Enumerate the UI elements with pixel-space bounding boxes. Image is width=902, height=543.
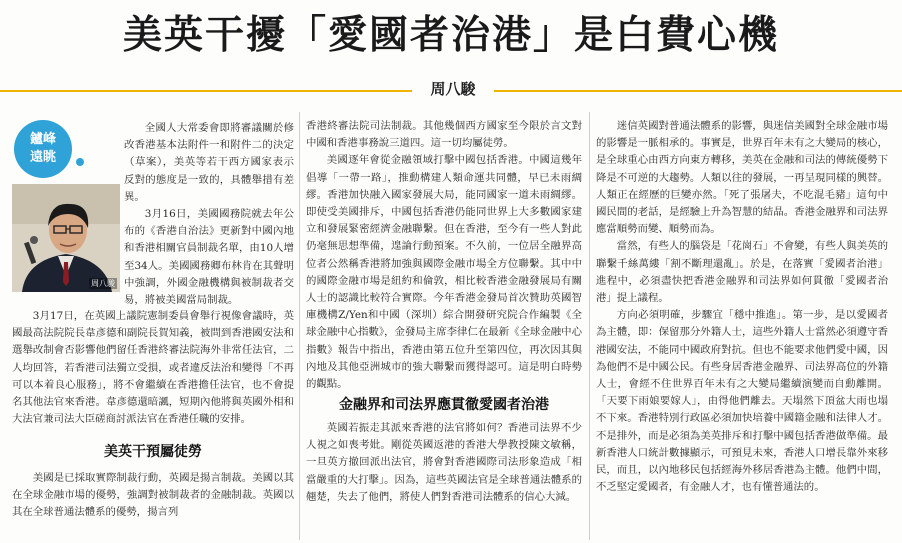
author-photo — [12, 184, 120, 292]
byline: 周八駿 — [430, 80, 476, 98]
text-column-2-top — [306, 118, 582, 393]
byline-bar — [0, 76, 902, 106]
text-column-2-bottom — [306, 420, 582, 506]
headline: 美英干擾「愛國者治港」是白費心機 — [122, 13, 779, 58]
paragraph: 全國人大常委會即將審議關於修改香港基本法附件一和附件二的決定（草案），美英等若干西方國家表示反對的態度是一致的，具體舉措有差異。 — [124, 122, 294, 203]
paragraph: 方向必須明確，步驟宜「穩中推進」。第一步，是以愛國者為主體，即：保留那分外籍人士，這些外籍人士當然必須遵守香港國安法，不能同中國政府對抗。但也不能要求他們愛中國，因為他們不是中國公民。有些身居香港金融界、司法界高位的外籍人士，會經不住世界百年未有之大變局繼續演變而自動離開。「天要下雨娘要嫁人」，由得他們離去。天塌然下頂盆大雨也塌不下來。香港特別行政區必須加快培養中國籍金融和法律人才。不是排外，而是必須為美英排斥和打擊中國包括香港做準備。最新香港人口統計數據顯示，可預見未來，香港人口增長靠外來移民，而且，以內地移民包括經海外移居香港為主體。他們中間，不乏堅定愛國者，有金融人才，也有懂普通法的。 — [596, 309, 888, 494]
paragraph: 當然，有些人的腦袋是「花崗石」不會變，有些人與美英的聯繫千絲萬縷「割不斷理還亂」。於是，在落實「愛國者治港」進程中，必須盡快把香港金融界和司法界如何貫徹「愛國者治港」提上議程。 — [596, 240, 888, 305]
photo-caption: 周八駿 — [91, 279, 115, 288]
byline-rule-right — [494, 90, 902, 92]
column-divider — [589, 112, 590, 540]
subheading-1: 美英干預屬徒勞 — [104, 444, 202, 460]
column-badge — [14, 120, 72, 178]
text-column-1-middle — [12, 308, 294, 428]
text-column-3 — [596, 118, 888, 496]
badge-dot — [76, 158, 84, 166]
text-column-1-bottom — [12, 470, 294, 522]
column-divider — [299, 112, 300, 540]
text-column-1-top — [124, 120, 294, 309]
paragraph: 美國逐年會從金融領域打擊中國包括香港。中國這幾年倡導「一帶一路」，推動構建人類命運共同體，早已未雨綢繆。香港加快融入國家發展大局，能同國家一道未雨綢繆。即使受美國排斥，中國包括香港仍能同世界上大多數國家建立和發展緊密經濟金融聯繫。但在香港，至今有一些人對此仍毫無思想準備，遑論行動預案。不久前，一位居全融界高位者公然稱香港將加強與國際金融市場全方位聯繫。其中中的國際金融市場是紐約和倫敦，相比較香港金融發展局有關人士的認識比較符合實際。今年香港金發局首次贊助英國智庫機構Z/Yen和中國（深圳）綜合開發研究院合作編製《全球金融中心指數》，金發局主席李律仁在最新《全球金融中心指數》報告中指出，香港由第五位升至第四位，再次因其與內地及其他亞洲城市的強大聯繫而獲得認可。這是明白時勢的觀點。 — [306, 154, 582, 391]
paragraph: 英國若振走其派來香港的法官將如何？香港司法界不少人視之如喪考妣。剛從英國返港的香港大學教授陳文敏稱，一旦英方撤回派出法官，將會對香港國際司法形象造成「相當嚴重的大打擊」。因為，這些英國法官是全球普通法體系的翹楚，失去了他們，將使人們對香港司法體系的信心大減。 — [306, 422, 582, 503]
badge-line: 鑪峰 — [29, 132, 56, 147]
paragraph: 香港終審法院司法制裁。其他幾個西方國家至今限於言文對中國和香港事務說三道四。這一切均屬徒勞。 — [306, 120, 582, 150]
badge-line: 遠眺 — [29, 150, 56, 165]
subheading-2: 金融界和司法界應貫徹愛國者治港 — [339, 397, 549, 413]
paragraph: 3月17日，在英國上議院憲制委員會舉行視像會議時，英國最高法院院長韋彥德和副院長賀知義，被問到香港國安法和選舉改制會否影響他們留任香港終審法院海外非常任法官，二人均回答，若香港司法獨立受損，或者違反法治和變得「不再可以本着良心服務」，將不會繼續在香港擔任法官，也不會提名其他法官來香港。韋彥德還暗諷，短期內他將與英國外相和大法官兼司法大臣磋商討派法官在香港任職的安排。 — [12, 310, 294, 426]
paragraph: 美國是已採取實際制裁行動，英國是揚言制裁。美國以其在全球金融市場的優勢，強調對被制裁者的金融制裁。英國以其在全球普通法體系的優勢，揚言列 — [12, 472, 294, 519]
paragraph: 3月16日，美國國務院就去年公布的《香港自治法》更新對中國內地和香港相關官員制裁名單，由10人增至34人。美國國務卿布林肯在其聲明中強調，外國金融機構與被制裁者交易，將被美國當局制裁。 — [124, 208, 294, 307]
paragraph: 迷信英國對普通法體系的影響，與迷信美國對全球金融市場的影響是一脈相承的。事實是，世界百年未有之大變局的核心，是全球重心由西方向東方轉移，美英在金融和司法的傳統優勢下降是不可逆的大趨勢。人類以往的發展，一再呈現同樣的興替。人類正在經歷的巨變亦然。「死了張屠夫，不吃混毛豬」這句中國民間的老話，是經驗上升為智慧的結晶。香港金融界和司法界應當順勢而變、順勢而為。 — [596, 120, 888, 236]
byline-rule-left — [0, 90, 412, 92]
author-portrait-icon — [12, 184, 120, 292]
